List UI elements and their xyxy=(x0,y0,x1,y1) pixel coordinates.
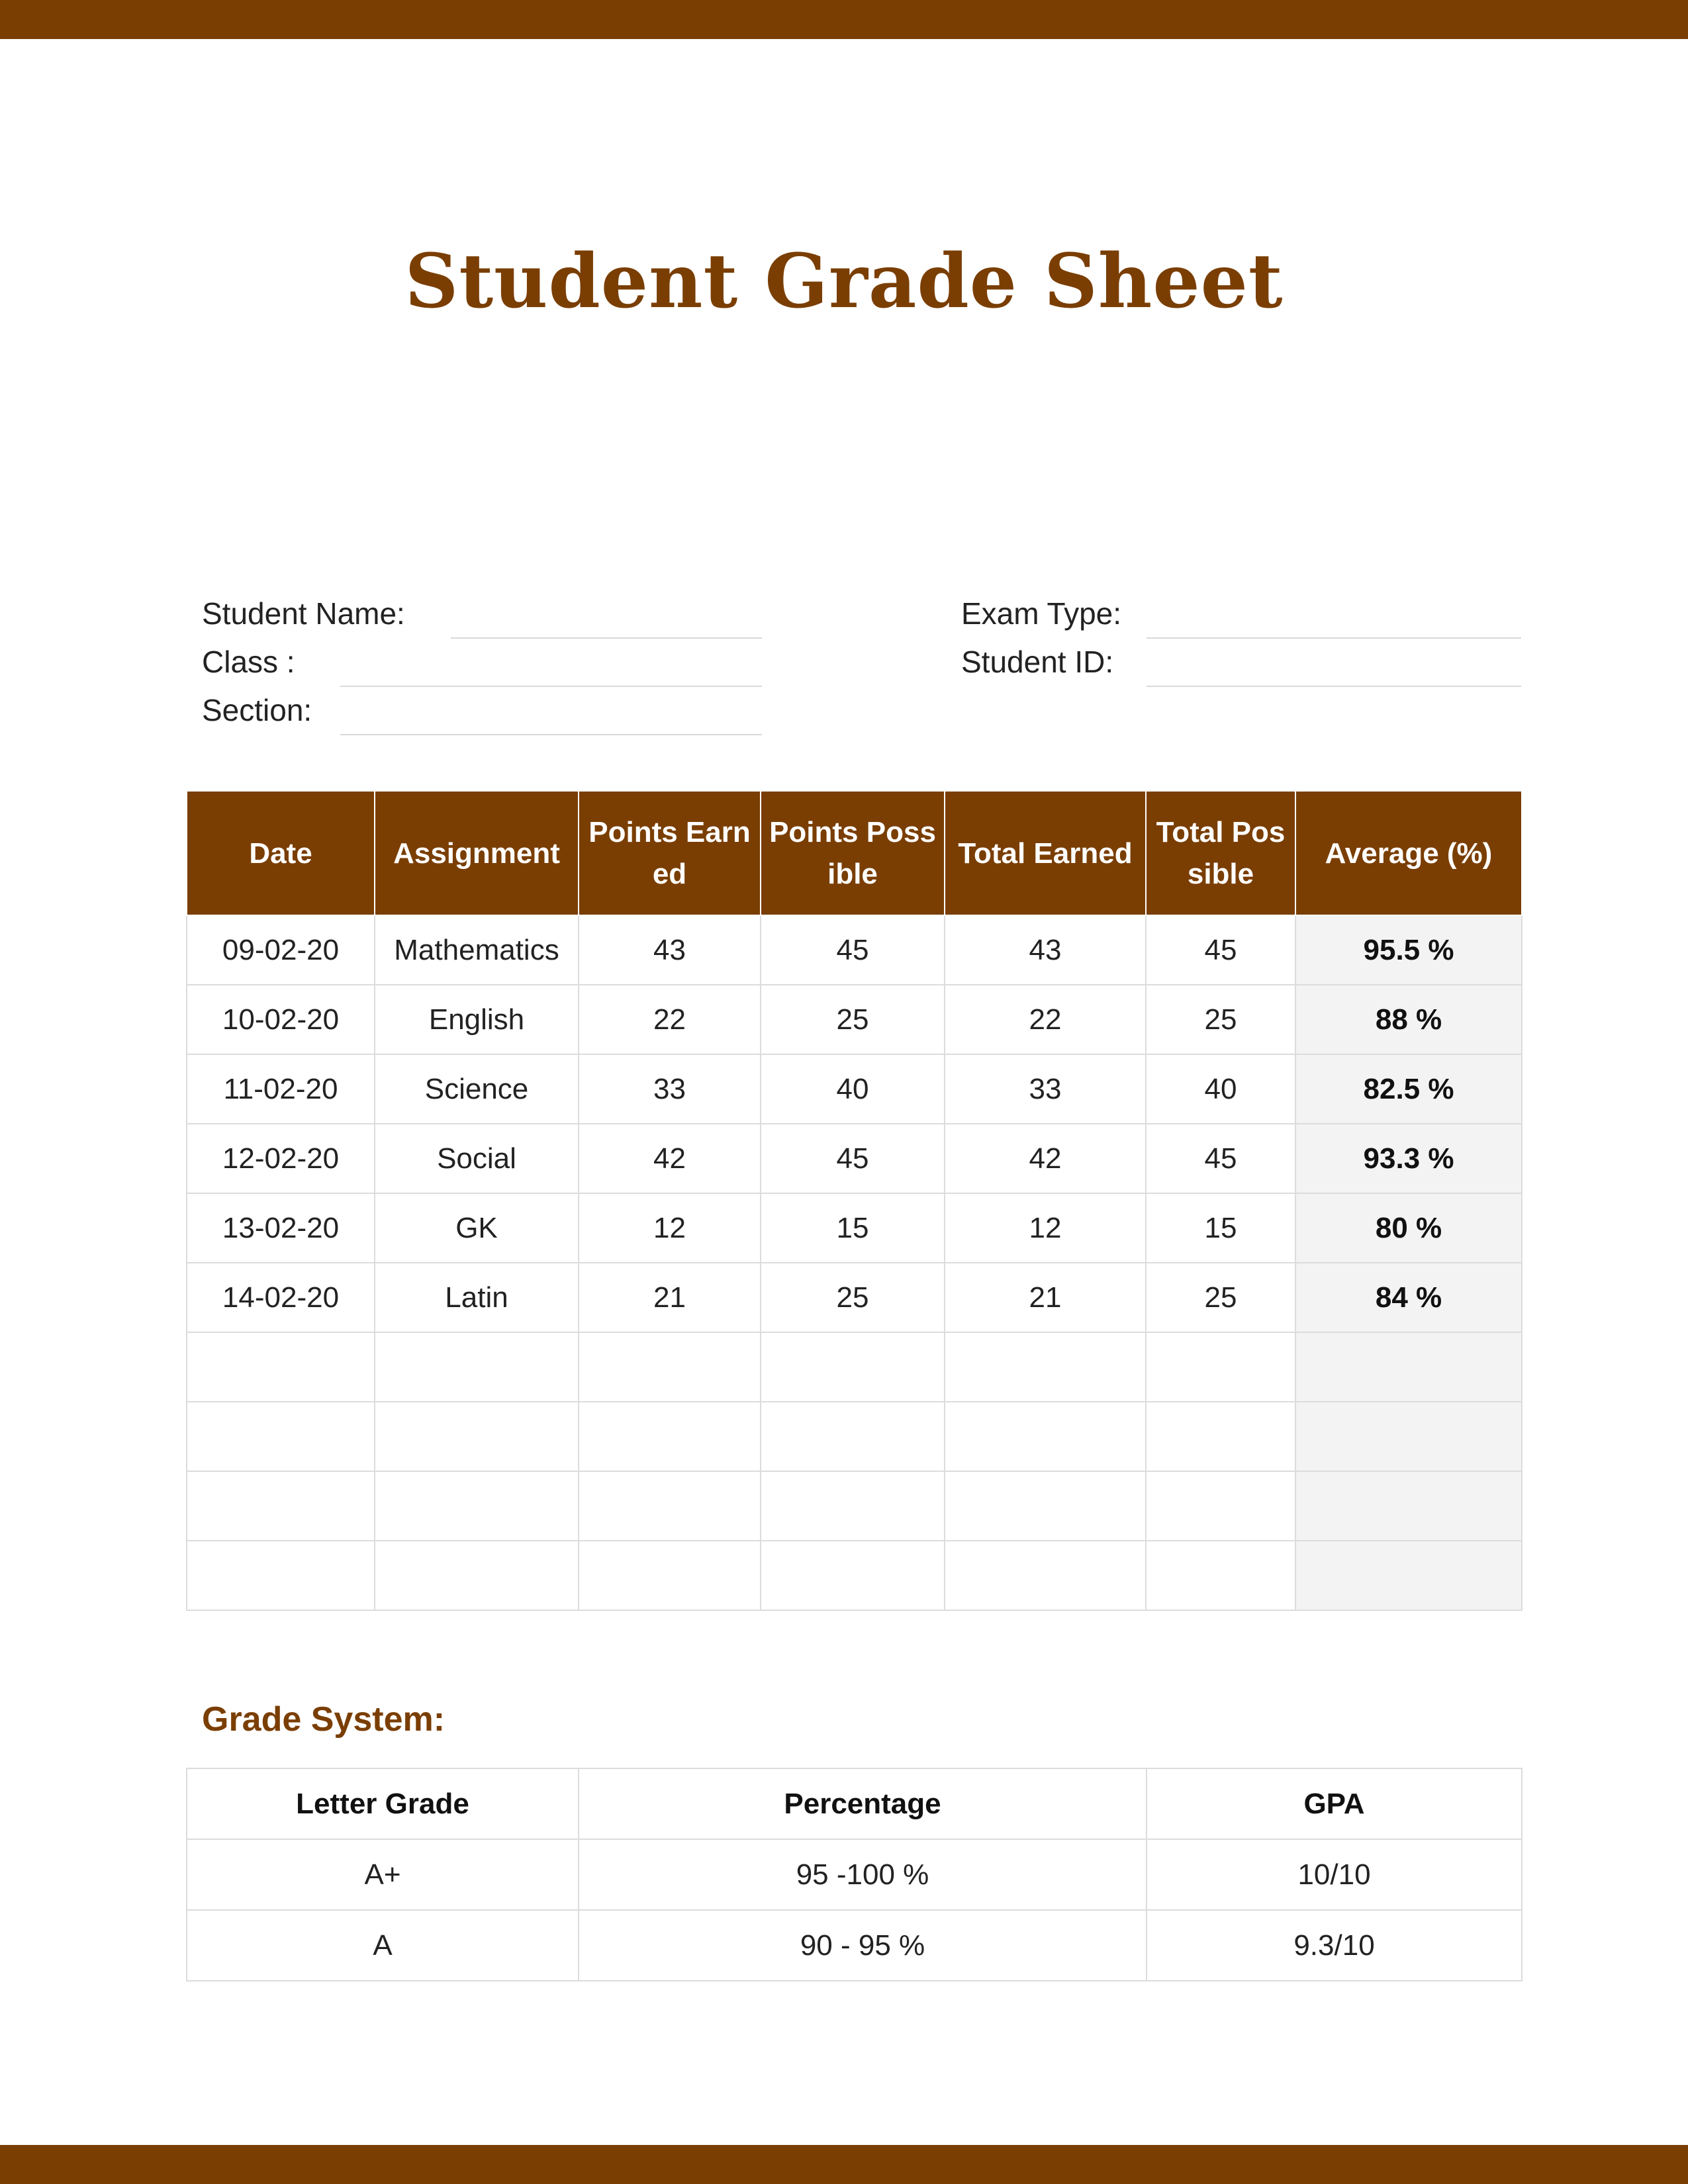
cell-points-possible: 15 xyxy=(761,1193,945,1263)
cell-assignment[interactable] xyxy=(375,1471,579,1541)
cell-average: 93.3 % xyxy=(1295,1124,1522,1193)
cell-total-earned: 42 xyxy=(945,1124,1146,1193)
cell-assignment: Social xyxy=(375,1124,579,1193)
grade-system-title: Grade System: xyxy=(202,1700,445,1739)
cell-points-possible: 45 xyxy=(761,1124,945,1193)
cell-date: 14-02-20 xyxy=(187,1263,375,1332)
table-row-empty xyxy=(187,1471,1522,1541)
cell-average: 80 % xyxy=(1295,1193,1522,1263)
cell-points-earned: 33 xyxy=(579,1054,761,1124)
header-average: Average (%) xyxy=(1295,791,1522,915)
header-letter-grade: Letter Grade xyxy=(187,1768,579,1839)
cell-average[interactable] xyxy=(1295,1402,1522,1471)
cell-date: 10-02-20 xyxy=(187,985,375,1054)
cell-assignment: English xyxy=(375,985,579,1054)
student-name-label: Student Name: xyxy=(202,596,405,631)
header-total-possible: Total Possible xyxy=(1146,791,1295,915)
table-row xyxy=(187,915,1522,985)
cell-points-possible: 25 xyxy=(761,1263,945,1332)
table-row-empty xyxy=(187,1402,1522,1471)
student-id-label: Student ID: xyxy=(961,645,1114,679)
header-percentage: Percentage xyxy=(579,1768,1147,1839)
grade-system-header-row xyxy=(187,1768,1522,1839)
cell-total-earned[interactable] xyxy=(945,1332,1146,1402)
cell-points-possible: 40 xyxy=(761,1054,945,1124)
table-row-empty xyxy=(187,1332,1522,1402)
cell-points-earned: 42 xyxy=(579,1124,761,1193)
cell-points-possible[interactable] xyxy=(761,1471,945,1541)
header-date: Date xyxy=(187,791,375,915)
cell-total-earned[interactable] xyxy=(945,1471,1146,1541)
cell-points-possible: 25 xyxy=(761,985,945,1054)
cell-average: 82.5 % xyxy=(1295,1054,1522,1124)
class-line[interactable] xyxy=(340,686,762,687)
table-row xyxy=(187,1193,1522,1263)
cell-assignment[interactable] xyxy=(375,1541,579,1610)
cell-total-earned: 22 xyxy=(945,985,1146,1054)
cell-points-possible[interactable] xyxy=(761,1402,945,1471)
cell-total-possible: 45 xyxy=(1146,1124,1295,1193)
cell-assignment[interactable] xyxy=(375,1402,579,1471)
section-line[interactable] xyxy=(340,734,762,735)
cell-points-earned[interactable] xyxy=(579,1471,761,1541)
cell-date: 12-02-20 xyxy=(187,1124,375,1193)
cell-total-possible[interactable] xyxy=(1146,1402,1295,1471)
cell-points-possible[interactable] xyxy=(761,1541,945,1610)
cell-total-possible[interactable] xyxy=(1146,1332,1295,1402)
cell-assignment: GK xyxy=(375,1193,579,1263)
table-row xyxy=(187,1263,1522,1332)
cell-total-possible[interactable] xyxy=(1146,1471,1295,1541)
cell-average: 88 % xyxy=(1295,985,1522,1054)
cell-average[interactable] xyxy=(1295,1332,1522,1402)
cell-letter-grade: A+ xyxy=(187,1839,579,1910)
page-title: Student Grade Sheet xyxy=(404,238,1284,325)
header-total-earned: Total Earned xyxy=(945,791,1146,915)
cell-points-possible: 45 xyxy=(761,915,945,985)
cell-gpa: 9.3/10 xyxy=(1147,1910,1522,1981)
table-row xyxy=(187,1054,1522,1124)
cell-points-earned[interactable] xyxy=(579,1332,761,1402)
header-gpa: GPA xyxy=(1147,1768,1522,1839)
cell-assignment: Science xyxy=(375,1054,579,1124)
cell-total-possible: 25 xyxy=(1146,985,1295,1054)
exam-type-line[interactable] xyxy=(1147,637,1521,639)
cell-assignment: Mathematics xyxy=(375,915,579,985)
cell-total-possible: 40 xyxy=(1146,1054,1295,1124)
cell-percentage: 95 -100 % xyxy=(579,1839,1147,1910)
cell-points-earned: 21 xyxy=(579,1263,761,1332)
cell-average: 84 % xyxy=(1295,1263,1522,1332)
grades-table xyxy=(186,790,1523,1611)
cell-total-earned: 12 xyxy=(945,1193,1146,1263)
cell-points-earned[interactable] xyxy=(579,1402,761,1471)
cell-total-earned: 21 xyxy=(945,1263,1146,1332)
header-points-earned: Points Earned xyxy=(579,791,761,915)
table-row xyxy=(187,985,1522,1054)
cell-gpa: 10/10 xyxy=(1147,1839,1522,1910)
top-border-bar xyxy=(0,0,1688,39)
cell-date[interactable] xyxy=(187,1541,375,1610)
header-points-possible: Points Possible xyxy=(761,791,945,915)
cell-total-possible[interactable] xyxy=(1146,1541,1295,1610)
class-label: Class : xyxy=(202,645,295,679)
student-name-line[interactable] xyxy=(451,637,762,639)
cell-average[interactable] xyxy=(1295,1541,1522,1610)
cell-total-earned: 33 xyxy=(945,1054,1146,1124)
cell-average: 95.5 % xyxy=(1295,915,1522,985)
cell-letter-grade: A xyxy=(187,1910,579,1981)
cell-assignment[interactable] xyxy=(375,1332,579,1402)
cell-total-possible: 45 xyxy=(1146,915,1295,985)
grade-system-table xyxy=(186,1768,1523,1981)
cell-average[interactable] xyxy=(1295,1471,1522,1541)
table-row xyxy=(187,1839,1522,1910)
cell-date: 13-02-20 xyxy=(187,1193,375,1263)
cell-date: 09-02-20 xyxy=(187,915,375,985)
exam-type-label: Exam Type: xyxy=(961,596,1122,631)
cell-date[interactable] xyxy=(187,1471,375,1541)
table-row xyxy=(187,1124,1522,1193)
cell-points-earned[interactable] xyxy=(579,1541,761,1610)
cell-total-possible: 15 xyxy=(1146,1193,1295,1263)
cell-points-possible[interactable] xyxy=(761,1332,945,1402)
cell-total-earned: 43 xyxy=(945,915,1146,985)
cell-assignment: Latin xyxy=(375,1263,579,1332)
bottom-border-bar xyxy=(0,2145,1688,2184)
cell-date[interactable] xyxy=(187,1402,375,1471)
cell-date: 11-02-20 xyxy=(187,1054,375,1124)
cell-points-earned: 43 xyxy=(579,915,761,985)
cell-points-earned: 12 xyxy=(579,1193,761,1263)
cell-total-possible: 25 xyxy=(1146,1263,1295,1332)
student-id-line[interactable] xyxy=(1147,686,1521,687)
cell-percentage: 90 - 95 % xyxy=(579,1910,1147,1981)
cell-total-earned[interactable] xyxy=(945,1402,1146,1471)
section-label: Section: xyxy=(202,693,312,727)
header-assignment: Assignment xyxy=(375,791,579,915)
table-row xyxy=(187,1910,1522,1981)
grades-header-row xyxy=(187,791,1522,915)
cell-date[interactable] xyxy=(187,1332,375,1402)
cell-total-earned[interactable] xyxy=(945,1541,1146,1610)
cell-points-earned: 22 xyxy=(579,985,761,1054)
table-row-empty xyxy=(187,1541,1522,1610)
